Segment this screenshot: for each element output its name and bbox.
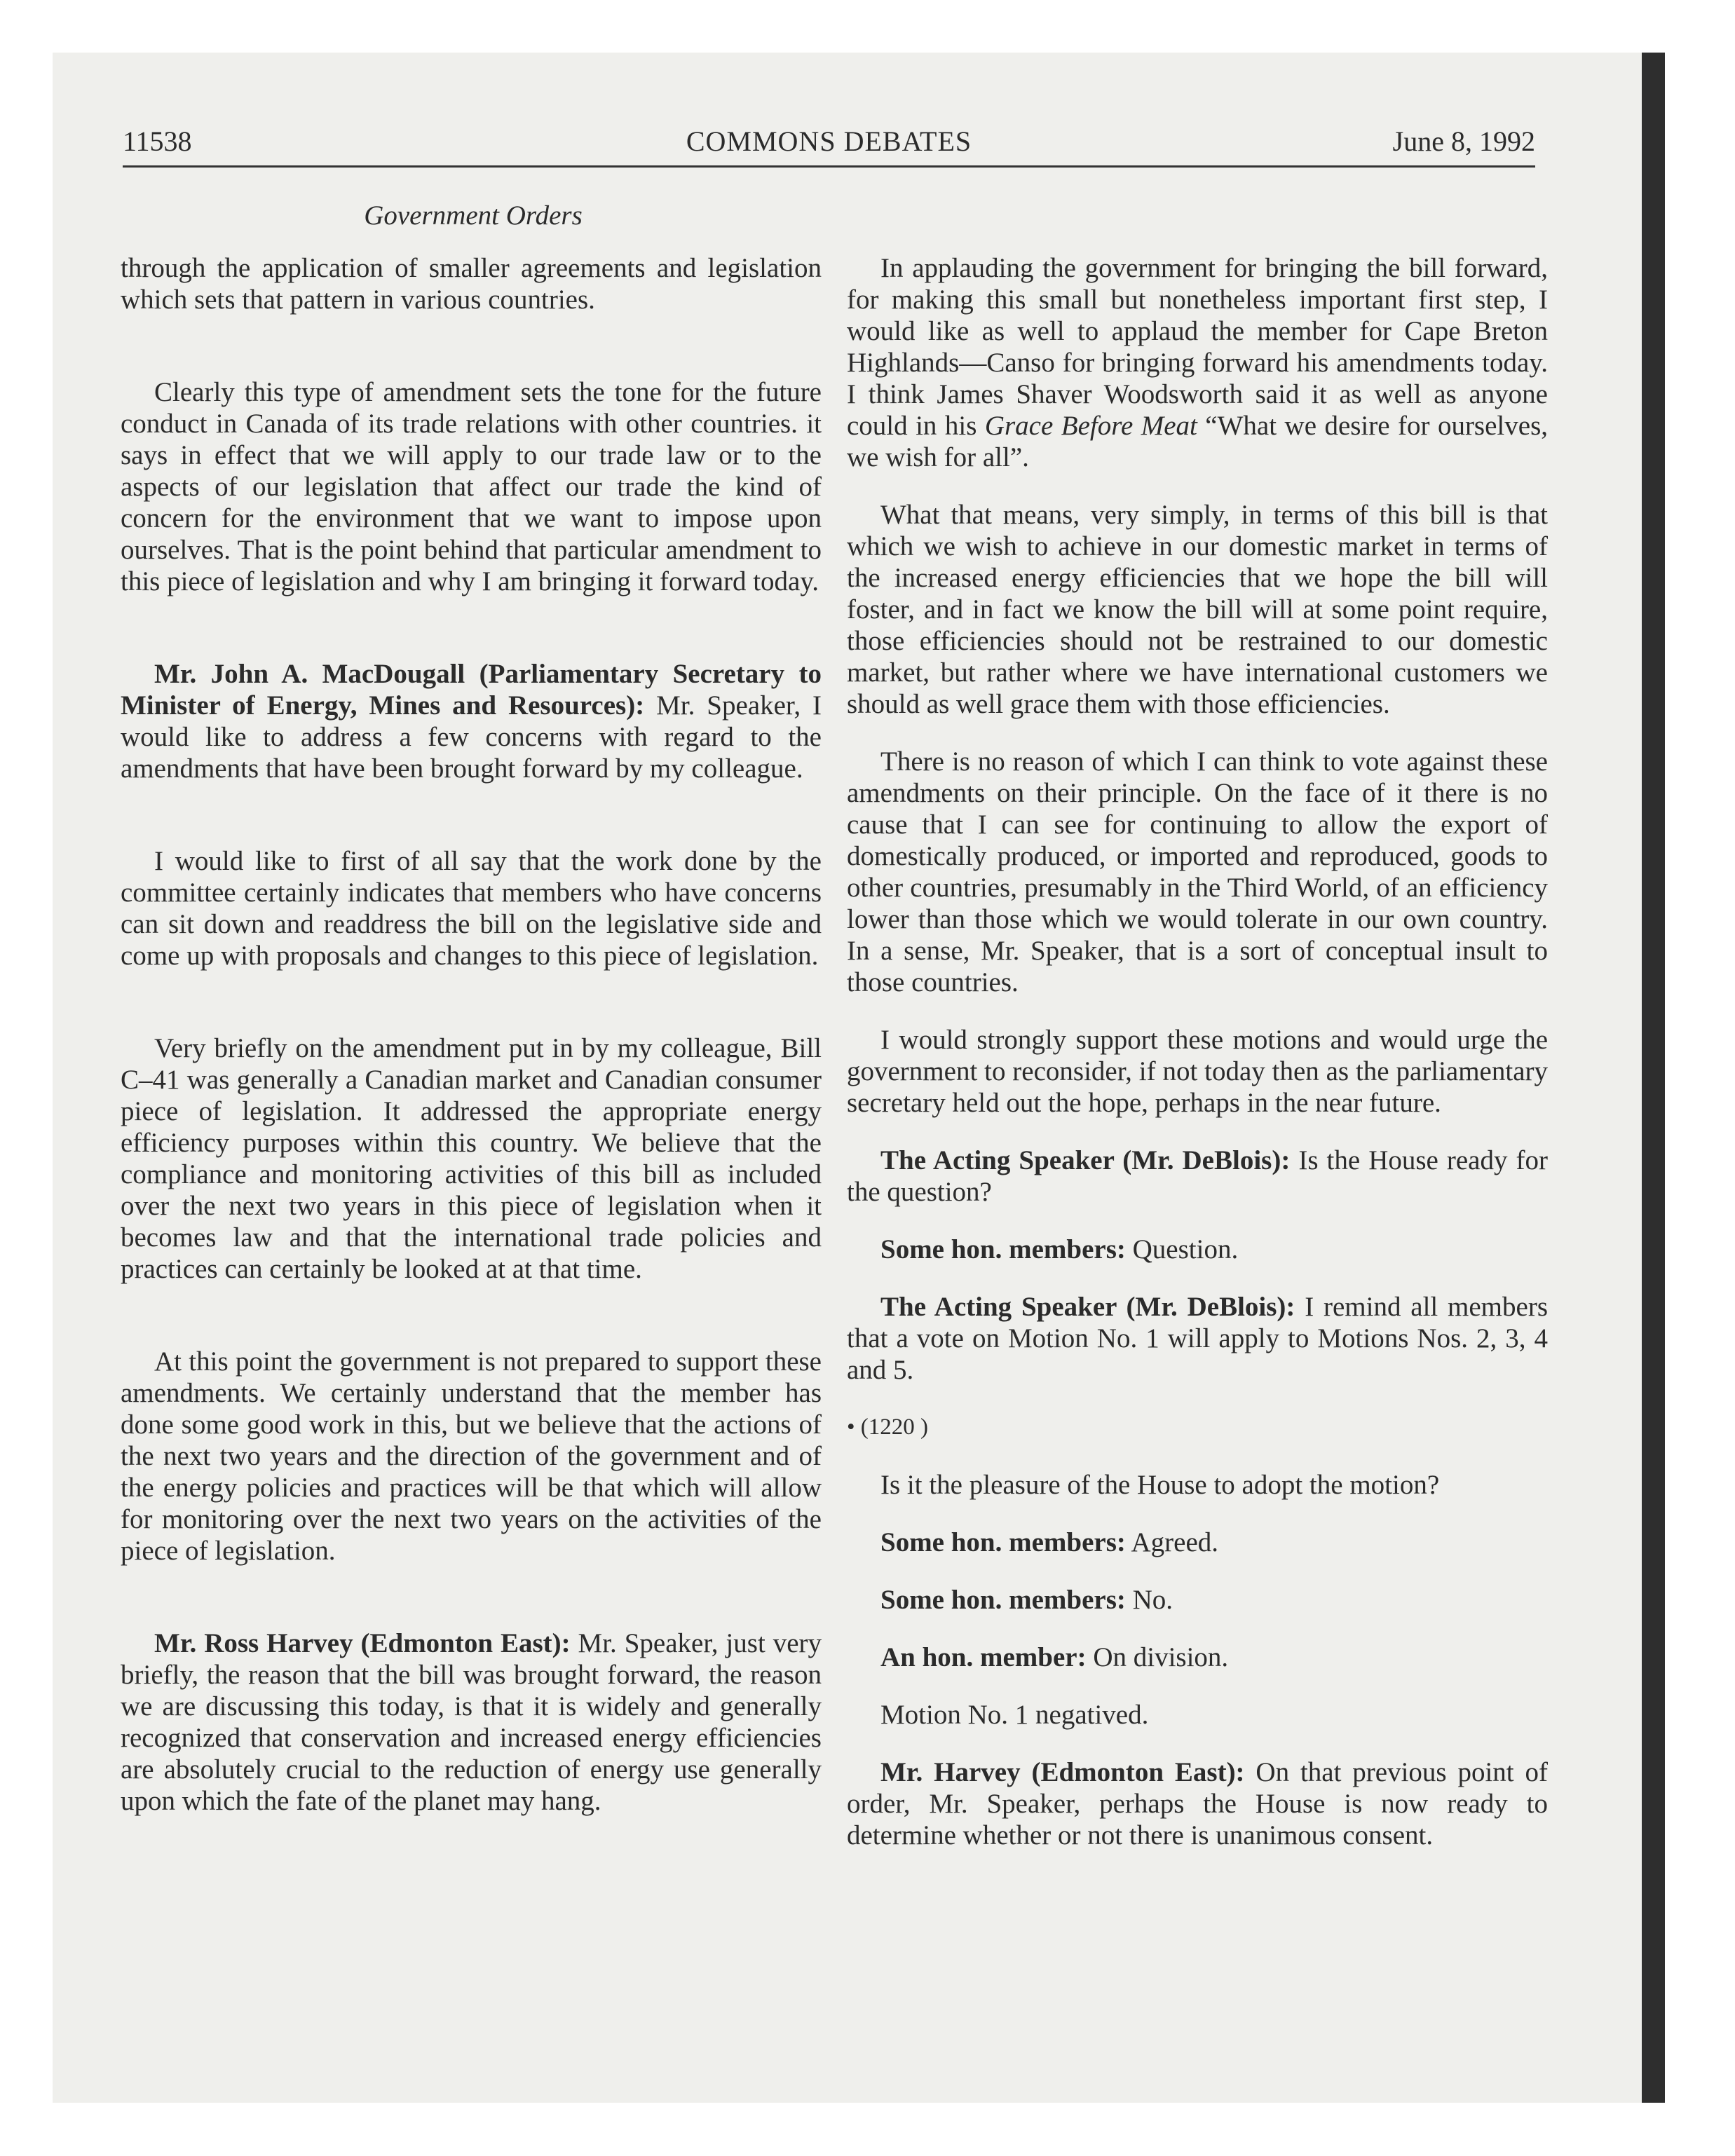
speech: [847, 1145, 1548, 1208]
paragraph-text: In applauding the government for bringing the bill forward, for making this small but nonetheless important first step, I would like as well to applaud the member for Cape Breton Highlands—Canso for bringing forward his amendments today. I think James Shaver Woodsworth said it as well as anyone could in his: [847, 253, 1548, 441]
speech-text: I remind all members that a vote on Motion No. 1 will apply to Motions Nos. 2, 3, 4 and 5.: [847, 1292, 1548, 1385]
speech-text: Mr. Speaker, just very briefly, the reason that the bill was brought forward, the reason we are discussing this today, is that it is widely and generally recognized that conservation and increased energy efficiencies are absolutely crucial to the reduction of energy use generally upon which the fate of the planet may hang.: [121, 1628, 822, 1816]
paragraph: At this point the government is not prepared to support these amendments. We certainly understand that the member has done some good work in this, but we believe that the actions of the next two years and the direction of the government and of the energy policies and practices will be that which will allow for monitoring over the next two years on the activities of the piece of legislation.: [121, 1346, 822, 1566]
scan-edge: [1642, 53, 1665, 2103]
speech: [847, 1642, 1548, 1673]
paragraph: I would strongly support these motions and would urge the government to reconsider, if not today then as the parliamentary secretary held out the hope, perhaps in the near future.: [847, 1025, 1548, 1118]
right-column: [847, 252, 1548, 1851]
paragraph: Clearly this type of amendment sets the tone for the future conduct in Canada of its trade relations with other countries. it says in effect that we will apply to our trade law or to the aspects of our legislation that affect our trade the kind of concern for the environment that we want to impose upon ourselves. That is the point behind that particular amendment to this piece of legislation and why I am bringing it forward today.: [121, 377, 822, 596]
running-header: [123, 125, 1535, 167]
page-number: 11538: [123, 125, 192, 157]
speech-text: On division.: [1086, 1642, 1229, 1672]
speech-text: Mr. Speaker, I would like to address a few concerns with regard to the amendments that have been brought forward by my colleague.: [121, 690, 822, 784]
speaker-name: Mr. Harvey (Edmonton East):: [880, 1757, 1245, 1787]
paragraph: through the application of smaller agreements and legislation which sets that pattern in various countries.: [121, 253, 822, 315]
work-title: Grace Before Meat: [984, 411, 1197, 441]
speech: [847, 1756, 1548, 1851]
speech: [121, 1628, 822, 1817]
paragraph: What that means, very simply, in terms of this bill is that which we wish to achieve in our domestic market in terms of the increased energy efficiencies that we hope the bill will foster, and in fact we know the bill will at some point require, those efficiencies should not be restrained to our domestic market, but rather where we have international customers we should as well grace them with those efficiencies.: [847, 500, 1548, 719]
paragraph: [847, 252, 1548, 473]
speech-text: Question.: [1125, 1234, 1239, 1264]
speaker-name: The Acting Speaker (Mr. DeBlois):: [880, 1292, 1295, 1322]
speech: [847, 1291, 1548, 1386]
speaker-name: An hon. member:: [880, 1642, 1087, 1672]
speaker-name: The Acting Speaker (Mr. DeBlois):: [880, 1145, 1291, 1175]
speech: [847, 1584, 1548, 1616]
paragraph: Motion No. 1 negatived.: [880, 1700, 1149, 1730]
speaker-name: Some hon. members:: [880, 1234, 1126, 1264]
paragraph-text: “What we desire for ourselves, we wish for all”.: [847, 411, 1548, 472]
speaker-name: Mr. Ross Harvey (Edmonton East):: [154, 1628, 571, 1658]
section-title: Government Orders: [364, 200, 583, 231]
time-marker: • (1220 ): [847, 1414, 929, 1440]
issue-date: June 8, 1992: [1392, 125, 1535, 157]
speech: [121, 658, 822, 784]
speech-text: On that previous point of order, Mr. Speaker, perhaps the House is now ready to determine whether or not there is unanimous consent.: [847, 1757, 1548, 1850]
paragraph: Is it the pleasure of the House to adopt the motion?: [880, 1470, 1440, 1500]
speech-text: Agreed.: [1125, 1527, 1219, 1557]
publication-title: COMMONS DEBATES: [686, 125, 972, 157]
speech: [847, 1527, 1548, 1558]
paragraph: There is no reason of which I can think to vote against these amendments on their principle. On the face of it there is no cause that I can see for continuing to allow the export of domestically produced, or imported and reproduced, goods to other countries, presumably in the Third World, of an efficiency lower than those which we would tolerate in our own country. In a sense, Mr. Speaker, that is a sort of conceptual insult to those countries.: [847, 746, 1548, 997]
speaker-name: Mr. John A. MacDougall (Parliamentary Secretary to Minister of Energy, Mines and Resources):: [121, 659, 822, 721]
paragraph: Very briefly on the amendment put in by my colleague, Bill C–41 was generally a Canadian market and Canadian consumer piece of legislation. It addressed the appropriate energy efficiency purposes within this country. We believe that the compliance and monitoring activities of this bill as included over the next two years in this piece of legislation when it becomes law and that the international trade policies and practices can certainly be looked at at that time.: [121, 1033, 822, 1284]
paragraph: I would like to first of all say that the work done by the committee certainly indicates that members who have concerns can sit down and readdress the bill on the legislative side and come up with proposals and changes to this piece of legislation.: [121, 846, 822, 971]
header-rule: [123, 165, 1535, 168]
speaker-name: Some hon. members:: [880, 1527, 1126, 1557]
speaker-name: Some hon. members:: [880, 1585, 1126, 1615]
speech-text: Is the House ready for the question?: [847, 1145, 1548, 1207]
speech-text: No.: [1125, 1585, 1173, 1615]
speech: [847, 1234, 1548, 1265]
left-column: [121, 252, 822, 1817]
